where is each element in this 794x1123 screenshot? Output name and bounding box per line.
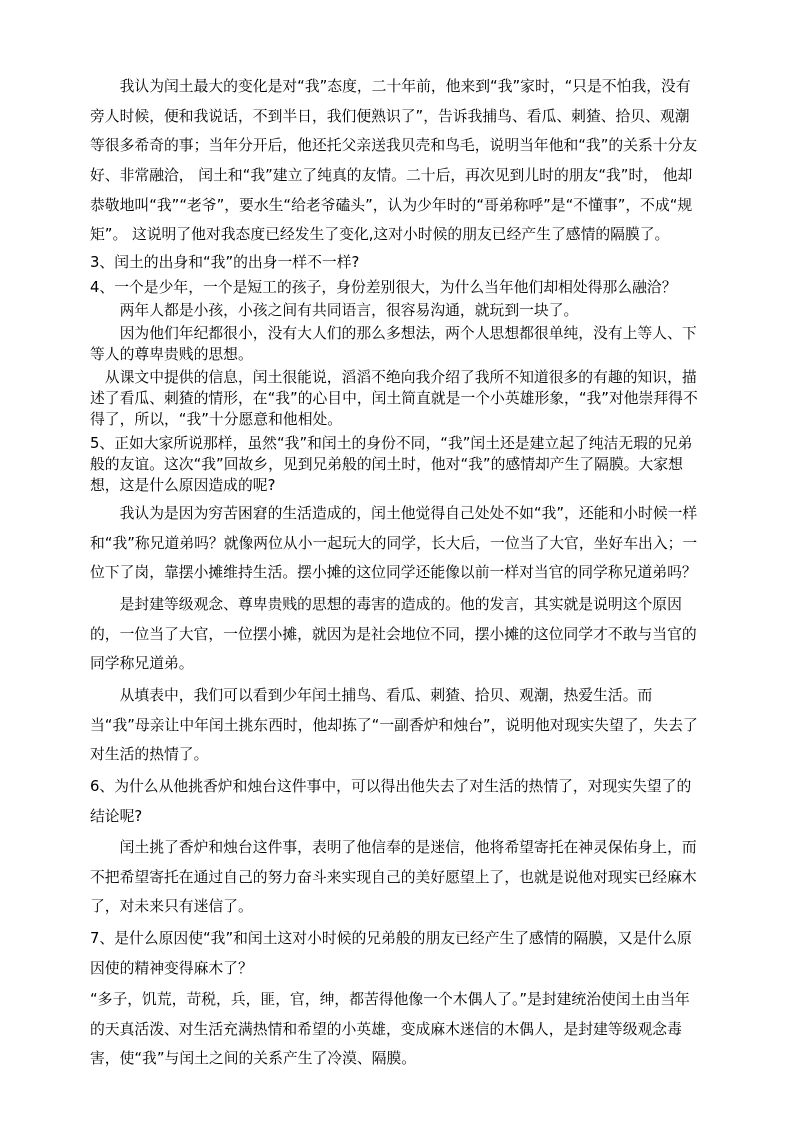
paragraph-table-summary: 从填表中，我们可以看到少年闰土捕鸟、看瓜、刺猹、拾贝、观潮，热爱生活。而当“我”母亲让中年闰土挑东西时，他却拣了“一副香炉和烛台”，说明他对现实失望了，失去了对生活的热情了。 xyxy=(90,687,698,764)
question-5: 5、正如大家所说那样，虽然“我”和闰土的身份不同，“我”闰土还是建立起了纯洁无瑕的兄弟般的友谊。这次“我”回故乡，见到兄弟般的闰土时，他对“我”的感情却产生了隔膜。大家想想，这是什么原因造成的呢? xyxy=(90,435,693,495)
question-4: 4、一个是少年，一个是短工的孩子，身份差别很大，为什么当年他们却相处得那么融洽？ xyxy=(90,279,677,296)
answer-5-feudal-hierarchy: 是封建等级观念、尊卑贵贱的思想的毒害的造成的。他的发言，其实就是说明这个原因的，一位当了大官，一位摆小摊，就因为是社会地位不同，摆小摊的这位同学才不敢与当官的同学称兄道弟。 xyxy=(90,596,697,673)
answer-4-simple-minds: 因为他们年纪都很小，没有大人们的那么多想法，两个人思想都很单纯，没有上等人、下等人的尊卑贵贱的思想。 xyxy=(90,325,697,364)
paragraph-runtu-attitude-change: 我认为闰土最大的变化是对“我”态度，二十年前，他来到“我”家时，“只是不怕我，没有旁人时候，便和我说话，不到半日，我们便熟识了”，告诉我捕鸟、看瓜、刺猹、拾贝、观潮等很多希奇的事；当年分开后，他还托父亲送我贝壳和鸟毛，说明当年他和“我”的关系十分友好、非常融洽， 闰土和“我”建立了纯真的友情。二十后，再次见到儿时的朋友“我”时， 他却恭敬地叫“我”“老爷”，要水生“给老爷磕头”，认为少年时的“哥弟称呼”是“不懂事”，不成“规矩”。 这说明了他对我态度已经发生了变化,这对小时候的朋友已经产生了感情的隔膜了。 xyxy=(90,78,698,244)
question-3: 3、闰土的出身和“我”的出身一样不一样? xyxy=(90,254,360,271)
answer-7-feudal-rule: “多子，饥荒，苛税，兵，匪，官，绅，都苦得他像一个木偶人了。”是封建统治使闰土由当年的天真活泼、对生活充满热情和希望的小英雄，变成麻木迷信的木偶人，是封建等级观念毒害，使“我”与闰土之间的关系产生了冷漠、隔膜。 xyxy=(90,991,690,1068)
answer-6-superstition: 闰土挑了香炉和烛台这件事，表明了他信奉的是迷信，他将希望寄托在神灵保佑身上，而不把希望寄托在通过自己的努力奋斗来实现自己的美好愿望上了，也就是说他对现实已经麻木了，对未来只有迷信了。 xyxy=(90,839,697,916)
question-7: 7、是什么原因使“我”和闰土这对小时候的兄弟般的朋友已经产生了感情的隔膜，又是什么原因使的精神变得麻木了？ xyxy=(90,930,692,977)
answer-5-poverty: 我认为是因为穷苦困窘的生活造成的，闰土他觉得自己处处不如“我”，还能和小时候一样和“我”称兄道弟吗？就像两位从小一起玩大的同学，长大后，一位当了大官，坐好车出入；一位下了岗，靠摆小摊维持生活。摆小摊的这位同学还能像以前一样对当官的同学称兄道弟吗？ xyxy=(90,505,698,582)
answer-4-children: 两年人都是小孩，小孩之间有共同语言，很容易沟通，就玩到一块了。 xyxy=(119,302,579,319)
answer-4-little-hero: 从课文中提供的信息，闰土很能说，滔滔不绝向我介绍了我所不知道很多的有趣的知识，描述了看瓜、刺猹的情形，在“我”的心目中，闰土简直就是一个小英雄形象，“我”对他崇拜得不得了，所以，“我”十分愿意和他相处。 xyxy=(90,369,698,429)
question-6: 6、为什么从他挑香炉和烛台这件事中，可以得出他失去了对生活的热情了，对现实失望了的结论呢? xyxy=(90,778,692,825)
